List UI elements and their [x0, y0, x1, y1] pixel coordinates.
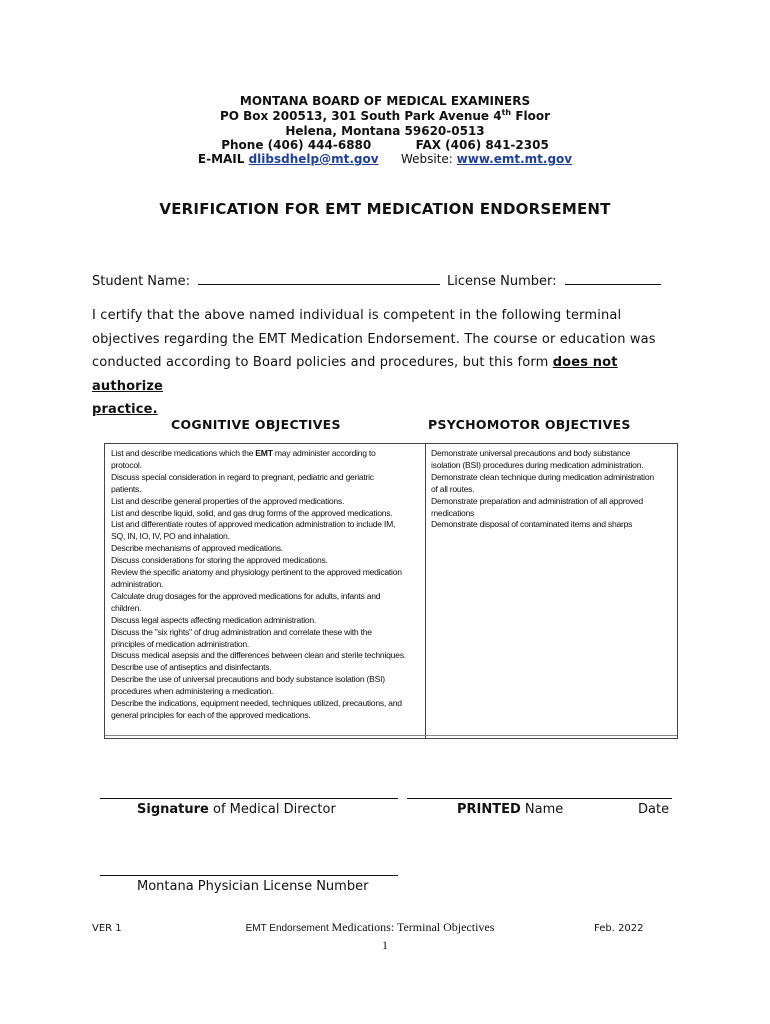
cognitive-objective-line: List and describe liquid, solid, and gas drug forms of the approved medications. — [111, 507, 393, 518]
license-number-blank[interactable] — [565, 272, 661, 285]
psychomotor-objective-line: Demonstrate disposal of contaminated items and sharps — [431, 519, 633, 530]
board-phone: Phone (406) 444-6880 — [221, 138, 372, 152]
physician-license-line[interactable] — [100, 875, 398, 876]
board-address: PO Box 200513, 301 South Park Avenue 4th Floor — [219, 108, 551, 123]
certification-paragraph: I certify that the above named individual is competent in the following terminal objectives regarding the EMT Medication Endorsement. The course or education was conducted according to Board policies and procedures, but this form does not authorize practice. — [92, 308, 656, 417]
objectives-table — [104, 443, 678, 739]
disclaimer-emphasis: does not authorize — [92, 355, 618, 394]
email-link[interactable]: dlibsdhelp@mt.gov — [248, 152, 379, 166]
student-name-label: Student Name: — [92, 274, 191, 289]
cognitive-objective-line: Discuss the "six rights" of drug administration and correlate these with the — [111, 626, 372, 637]
cognitive-objective-line: Discuss legal aspects affecting medication administration. — [111, 614, 317, 625]
table-bottom-rule — [105, 735, 677, 736]
cognitive-objective-line: List and describe medications which the EMT may administer according to — [111, 448, 376, 458]
cognitive-objective-line: Calculate drug dosages for the approved medications for adults, infants and — [111, 590, 381, 601]
address-superscript: th — [501, 108, 512, 117]
physician-license-caption: Montana Physician License Number — [137, 879, 369, 894]
table-divider — [425, 444, 426, 738]
page-number: 1 — [382, 938, 388, 952]
board-fax: FAX (406) 841-2305 — [415, 138, 549, 152]
signature-caption: Signature of Medical Director — [137, 802, 336, 817]
psychomotor-objective-line: isolation (BSI) procedures during medication administration. — [431, 459, 644, 470]
board-city: Helena, Montana 59620-0513 — [285, 124, 485, 138]
board-name: MONTANA BOARD OF MEDICAL EXAMINERS — [239, 94, 531, 108]
signature-line[interactable] — [100, 798, 398, 799]
date-caption: Date — [638, 802, 670, 817]
psychomotor-objective-line: Demonstrate clean technique during medication administration — [431, 471, 654, 482]
cognitive-objective-line: SQ, IN, IO, IV, PO and inhalation. — [111, 531, 230, 542]
board-contact: E-MAIL dlibsdhelp@mt.gov Website: www.emt.mt.gov — [197, 152, 573, 166]
printed-name-line[interactable] — [407, 798, 672, 799]
psychomotor-objective-line: medications — [431, 507, 475, 518]
cognitive-objective-line: procedures when administering a medication. — [111, 686, 274, 697]
cognitive-objective-line: general principles for each of the approved medications. — [111, 709, 311, 720]
cognitive-objective-line: Review the specific anatomy and physiology pertinent to the approved medication — [111, 567, 402, 578]
footer-version: VER 1 — [92, 923, 122, 934]
cognitive-objective-line: principles of medication administration. — [111, 638, 250, 649]
cognitive-objectives-header: COGNITIVE OBJECTIVES — [171, 417, 341, 432]
board-phone-fax — [0, 138, 770, 153]
cognitive-objectives-list — [111, 448, 423, 722]
psychomotor-objectives-list — [431, 448, 675, 531]
cognitive-objective-line: List and differentiate routes of approved medication administration to include IM, — [111, 519, 396, 530]
cognitive-objective-line: Describe use of antiseptics and disinfectants. — [111, 662, 272, 673]
psychomotor-objective-line: of all routes. — [431, 483, 475, 494]
cognitive-objective-line: Discuss special consideration in regard to pregnant, pediatric and geriatric — [111, 471, 374, 482]
cognitive-objective-line: Describe the indications, equipment needed, techniques utilized, precautions, and — [111, 698, 402, 709]
cognitive-objective-line: protocol. — [111, 459, 142, 470]
cognitive-objective-line: children. — [111, 602, 142, 613]
cognitive-objective-line: Describe mechanisms of approved medications. — [111, 543, 283, 554]
website-link[interactable]: www.emt.mt.gov — [456, 152, 573, 166]
license-number-field — [447, 272, 661, 289]
cognitive-objective-line: Describe the use of universal precautions and body substance isolation (BSI) — [111, 674, 385, 685]
disclaimer-emphasis-cont: practice. — [92, 402, 158, 417]
cognitive-objective-line: Discuss considerations for storing the approved medications. — [111, 555, 328, 566]
cognitive-objective-line: Discuss medical asepsis and the differences between clean and sterile techniques. — [111, 650, 406, 661]
cognitive-objective-line: administration. — [111, 578, 164, 589]
printed-name-caption: PRINTED Name — [457, 802, 564, 817]
psychomotor-objectives-header: PSYCHOMOTOR OBJECTIVES — [428, 417, 631, 432]
cognitive-objective-line: List and describe general properties of the approved medications. — [111, 495, 345, 506]
license-number-label: License Number: — [447, 274, 557, 289]
psychomotor-objective-line: Demonstrate preparation and administration of all approved — [431, 495, 643, 506]
student-name-blank[interactable] — [198, 272, 440, 285]
psychomotor-objective-line: Demonstrate universal precautions and body substance — [431, 448, 631, 458]
footer-date: Feb. 2022 — [594, 923, 644, 934]
footer-title: EMT Endorsement Medications: Terminal Objectives — [245, 920, 495, 934]
cognitive-objective-line: patients. — [111, 483, 142, 494]
student-name-field — [92, 272, 440, 289]
form-title: VERIFICATION FOR EMT MEDICATION ENDORSEMENT — [159, 200, 611, 218]
